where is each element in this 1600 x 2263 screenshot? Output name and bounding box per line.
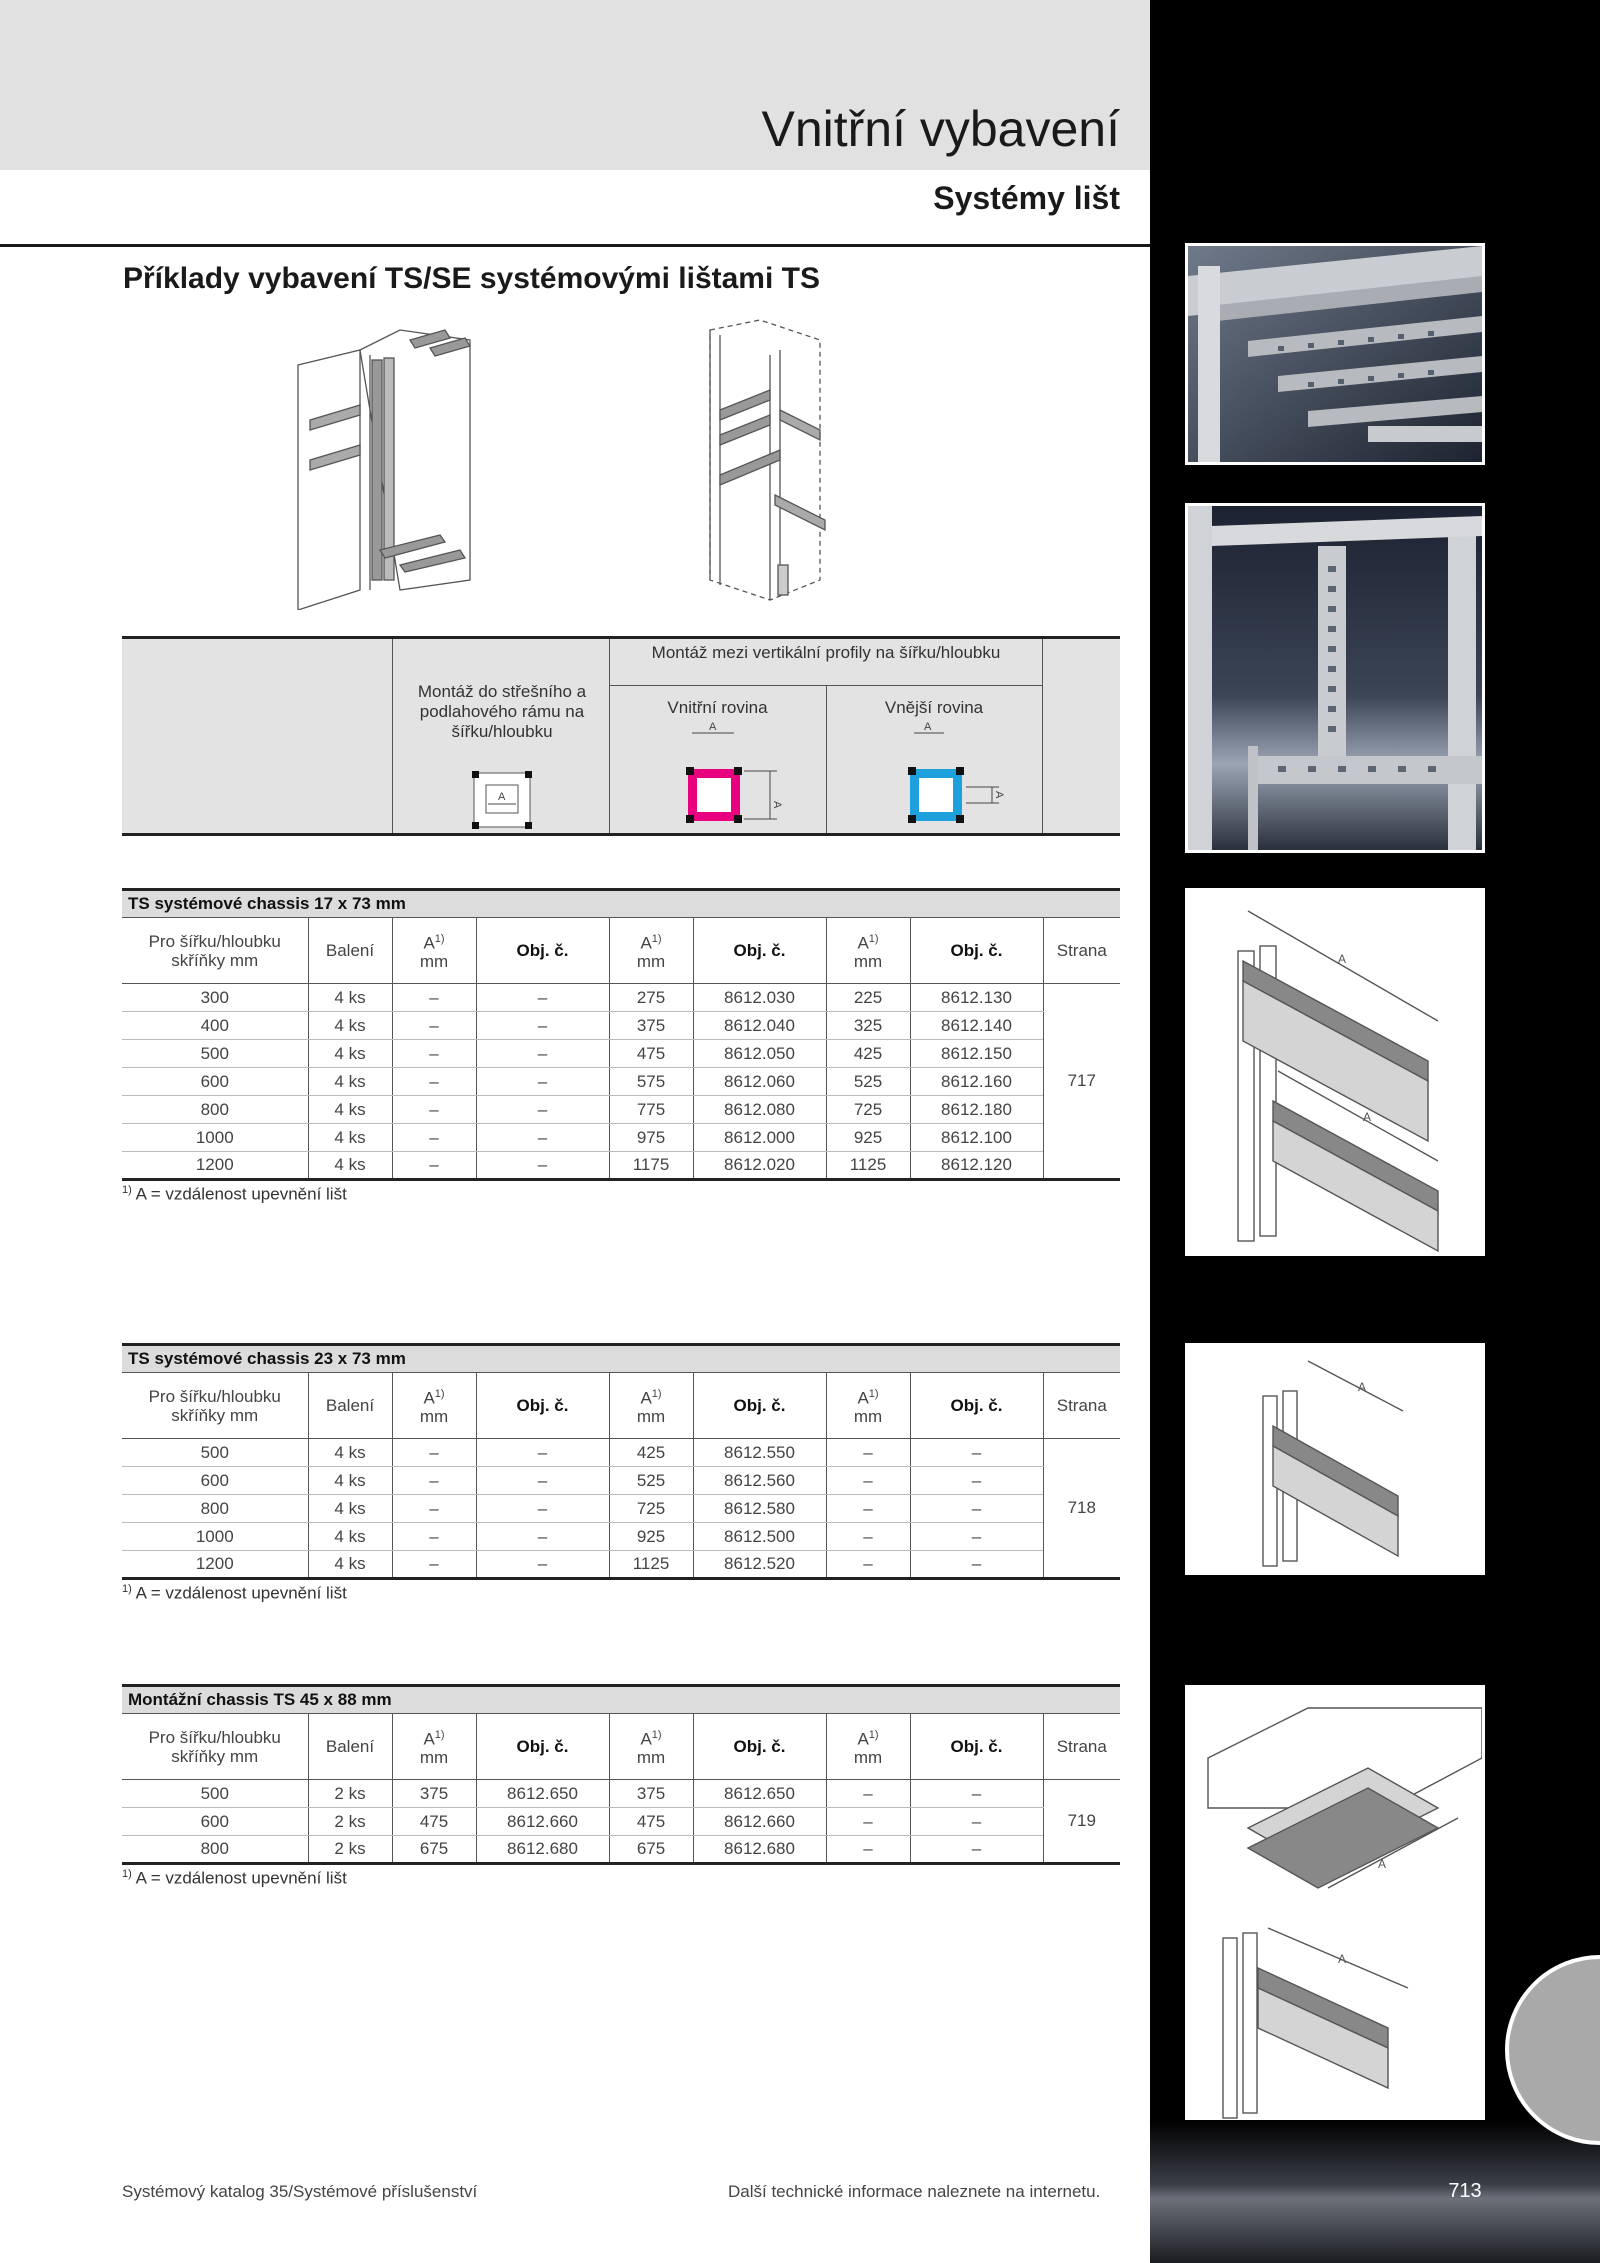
- svg-text:A: A: [1378, 1857, 1387, 1871]
- table-cell: –: [476, 1495, 609, 1523]
- table-cell: 675: [392, 1836, 476, 1864]
- table-cell: 8612.500: [693, 1523, 826, 1551]
- table-cell: 4 ks: [308, 1040, 392, 1068]
- header-a-mm: $A^{1)}$ mm: [609, 918, 693, 984]
- header-order-no: Obj. č.: [910, 918, 1043, 984]
- spec-table-45x88: [122, 1684, 1120, 1865]
- table-cell: 8612.030: [693, 984, 826, 1012]
- table-cell: 4 ks: [308, 1152, 392, 1180]
- table-cell: –: [826, 1551, 910, 1579]
- page-subtitle: Systémy lišt: [933, 180, 1120, 216]
- table-cell: –: [476, 1551, 609, 1579]
- table-cell: –: [392, 1096, 476, 1124]
- header-cabinet-width: Pro šířku/hloubku skříňky mm: [122, 918, 308, 984]
- table-cell: 8612.580: [693, 1495, 826, 1523]
- header-order-no: Obj. č.: [693, 1714, 826, 1780]
- table-cell: –: [910, 1495, 1043, 1523]
- table-row: [122, 1467, 1120, 1495]
- table-cell: 8612.550: [693, 1439, 826, 1467]
- table-cell: 8612.650: [693, 1780, 826, 1808]
- dim-label: A: [771, 801, 783, 809]
- table-header-row: [122, 1714, 1120, 1780]
- table-cell: 8612.060: [693, 1068, 826, 1096]
- dim-label: A: [924, 721, 932, 733]
- table-cell: 2 ks: [308, 1808, 392, 1836]
- table-row: [122, 1551, 1120, 1579]
- table-cell: 1000: [122, 1523, 308, 1551]
- table-cell: 800: [122, 1495, 308, 1523]
- table-cell: 500: [122, 1780, 308, 1808]
- table-cell: 8612.680: [693, 1836, 826, 1864]
- table-cell: 8612.160: [910, 1068, 1043, 1096]
- table-cell: 775: [609, 1096, 693, 1124]
- table-cell: 725: [826, 1096, 910, 1124]
- table-cell: –: [392, 1012, 476, 1040]
- table-cell: 925: [826, 1124, 910, 1152]
- table-cell: –: [826, 1523, 910, 1551]
- table-cell: 425: [609, 1439, 693, 1467]
- table-cell: –: [476, 1523, 609, 1551]
- photo-vertical-rails: [1185, 503, 1485, 853]
- header-order-no: Obj. č.: [476, 1373, 609, 1439]
- table-cell: 8612.080: [693, 1096, 826, 1124]
- table-cell: 475: [392, 1808, 476, 1836]
- header-page: Strana: [1043, 1714, 1120, 1780]
- table-cell: 8612.130: [910, 984, 1043, 1012]
- table-cell: –: [910, 1808, 1043, 1836]
- table-header-row: [122, 1373, 1120, 1439]
- table-cell: 8612.680: [476, 1836, 609, 1864]
- table-cell: 500: [122, 1439, 308, 1467]
- table-title: TS systémové chassis 17 x 73 mm: [122, 890, 1120, 918]
- drawing-chassis-17x73: [1185, 888, 1485, 1256]
- table-cell: –: [910, 1467, 1043, 1495]
- table-cell: –: [392, 1523, 476, 1551]
- table-cell: 8612.100: [910, 1124, 1043, 1152]
- header-page: Strana: [1043, 1373, 1120, 1439]
- header-a-mm: $A^{1)}$ mm: [609, 1714, 693, 1780]
- table-cell: –: [910, 1439, 1043, 1467]
- table-cell: –: [476, 1096, 609, 1124]
- table-cell: 800: [122, 1836, 308, 1864]
- sidebar: [1150, 0, 1600, 2263]
- table-cell: 525: [826, 1068, 910, 1096]
- table-cell: 225: [826, 984, 910, 1012]
- table-cell: 425: [826, 1040, 910, 1068]
- header-divider: [0, 244, 1150, 247]
- header-order-no: Obj. č.: [476, 1714, 609, 1780]
- header-a-mm: $A^{1)}$ mm: [392, 1714, 476, 1780]
- table-cell: 600: [122, 1068, 308, 1096]
- table-cell: 4 ks: [308, 1551, 392, 1579]
- divider: [392, 639, 393, 833]
- section-title: Příklady vybavení TS/SE systémovými lištami TS: [123, 262, 820, 295]
- table-row: [122, 1096, 1120, 1124]
- divider: [609, 685, 1042, 686]
- header-a-mm: $A^{1)}$ mm: [826, 1373, 910, 1439]
- footer-info: Další technické informace naleznete na internetu.: [728, 2182, 1101, 2201]
- table-cell: –: [392, 1467, 476, 1495]
- table-cell: –: [476, 1068, 609, 1096]
- table-cell: –: [392, 1152, 476, 1180]
- table-cell: 8612.660: [693, 1808, 826, 1836]
- mount-vertical-label: Montáž mezi vertikální profily na šířku/hloubku: [651, 643, 1001, 662]
- table-cell: 8612.050: [693, 1040, 826, 1068]
- table-cell: 2 ks: [308, 1836, 392, 1864]
- table-cell: 375: [609, 1012, 693, 1040]
- table-cell: 1200: [122, 1152, 308, 1180]
- table-cell: –: [910, 1523, 1043, 1551]
- header-a-mm: $A^{1)}$ mm: [392, 1373, 476, 1439]
- roof-mount-symbol: [470, 769, 534, 831]
- table-row: [122, 1523, 1120, 1551]
- table-row: [122, 984, 1120, 1012]
- table-cell: –: [476, 1152, 609, 1180]
- catalog-page-ref: 717: [1043, 984, 1120, 1180]
- table-cell: 4 ks: [308, 1096, 392, 1124]
- table-cell: –: [392, 1551, 476, 1579]
- table-row: [122, 1780, 1120, 1808]
- table-cell: 8612.150: [910, 1040, 1043, 1068]
- table-cell: 1175: [609, 1152, 693, 1180]
- svg-text:A: A: [1338, 952, 1347, 966]
- table-cell: 8612.040: [693, 1012, 826, 1040]
- header-a-mm: $A^{1)}$ mm: [609, 1373, 693, 1439]
- table-title: TS systémové chassis 23 x 73 mm: [122, 1345, 1120, 1373]
- table-cell: 4 ks: [308, 984, 392, 1012]
- table-cell: 600: [122, 1467, 308, 1495]
- table-cell: 8612.140: [910, 1012, 1043, 1040]
- table-row: [122, 1836, 1120, 1864]
- spec-table-17x73: [122, 888, 1120, 1181]
- divider: [609, 639, 610, 833]
- table-cell: –: [392, 1068, 476, 1096]
- table-cell: 8612.660: [476, 1808, 609, 1836]
- table-cell: 8612.020: [693, 1152, 826, 1180]
- photo-roof-rails: [1185, 243, 1485, 465]
- table-row: [122, 1495, 1120, 1523]
- table-cell: –: [476, 1467, 609, 1495]
- table-cell: 375: [392, 1780, 476, 1808]
- table-cell: 1125: [609, 1551, 693, 1579]
- table-cell: 4 ks: [308, 1012, 392, 1040]
- table-cell: –: [392, 1495, 476, 1523]
- table-row: [122, 1124, 1120, 1152]
- table-cell: 725: [609, 1495, 693, 1523]
- svg-text:A: A: [1338, 1952, 1347, 1966]
- table-cell: 2 ks: [308, 1780, 392, 1808]
- table-cell: –: [476, 1439, 609, 1467]
- svg-text:A: A: [1363, 1110, 1372, 1124]
- table-row: [122, 1040, 1120, 1068]
- footnote: $^{1)}$ A = vzdálenost upevnění lišt: [122, 1184, 347, 1204]
- header-a-mm: $A^{1)}$ mm: [826, 1714, 910, 1780]
- table-cell: 300: [122, 984, 308, 1012]
- table-cell: 4 ks: [308, 1523, 392, 1551]
- table-cell: –: [826, 1780, 910, 1808]
- header-a-mm: $A^{1)}$ mm: [826, 918, 910, 984]
- table-cell: 375: [609, 1780, 693, 1808]
- table-cell: –: [476, 1012, 609, 1040]
- header-order-no: Obj. č.: [693, 918, 826, 984]
- table-header-row: [122, 918, 1120, 984]
- table-cell: –: [826, 1808, 910, 1836]
- table-cell: 275: [609, 984, 693, 1012]
- table-cell: –: [392, 1439, 476, 1467]
- table-cell: 575: [609, 1068, 693, 1096]
- header-order-no: Obj. č.: [910, 1373, 1043, 1439]
- table-cell: 1200: [122, 1551, 308, 1579]
- table-cell: 600: [122, 1808, 308, 1836]
- cabinet-drawings: [280, 310, 880, 610]
- header-cabinet-width: Pro šířku/hloubku skříňky mm: [122, 1714, 308, 1780]
- footnote: $^{1)}$ A = vzdálenost upevnění lišt: [122, 1868, 347, 1888]
- table-cell: 8612.560: [693, 1467, 826, 1495]
- table-cell: 4 ks: [308, 1495, 392, 1523]
- outer-plane-symbol: [904, 721, 1014, 831]
- sidebar-glow: [1150, 2120, 1600, 2263]
- table-cell: –: [476, 1124, 609, 1152]
- table-cell: –: [392, 984, 476, 1012]
- table-cell: –: [392, 1124, 476, 1152]
- table-row: [122, 1012, 1120, 1040]
- table-cell: 475: [609, 1040, 693, 1068]
- table-cell: 4 ks: [308, 1439, 392, 1467]
- table-cell: 1125: [826, 1152, 910, 1180]
- table-cell: –: [826, 1439, 910, 1467]
- table-cell: –: [826, 1495, 910, 1523]
- mount-outer-label: Vnější rovina: [884, 698, 984, 717]
- table-cell: 4 ks: [308, 1124, 392, 1152]
- table-cell: 1000: [122, 1124, 308, 1152]
- table-cell: –: [476, 984, 609, 1012]
- table-cell: –: [910, 1551, 1043, 1579]
- table-cell: –: [910, 1836, 1043, 1864]
- table-cell: –: [392, 1040, 476, 1068]
- table-cell: 8612.000: [693, 1124, 826, 1152]
- table-cell: 8612.120: [910, 1152, 1043, 1180]
- table-row: [122, 1808, 1120, 1836]
- drawing-chassis-23x73: [1185, 1343, 1485, 1575]
- mount-roof-label: Montáž do střešního a podlahového rámu na šířku/hloubku: [417, 682, 587, 741]
- page-title: Vnitřní vybavení: [761, 101, 1120, 157]
- header-order-no: Obj. č.: [693, 1373, 826, 1439]
- table-cell: 800: [122, 1096, 308, 1124]
- header-packing: Balení: [308, 1714, 392, 1780]
- dim-label: A: [993, 791, 1005, 799]
- inner-plane-symbol: [682, 721, 792, 831]
- table-cell: 675: [609, 1836, 693, 1864]
- header-order-no: Obj. č.: [910, 1714, 1043, 1780]
- page-number: 713: [1448, 2180, 1482, 2202]
- header-cabinet-width: Pro šířku/hloubku skříňky mm: [122, 1373, 308, 1439]
- table-cell: 475: [609, 1808, 693, 1836]
- table-cell: 8612.650: [476, 1780, 609, 1808]
- dim-label: A: [709, 721, 717, 733]
- table-title: Montážní chassis TS 45 x 88 mm: [122, 1686, 1120, 1714]
- spec-table-23x73: [122, 1343, 1120, 1580]
- table-cell: 8612.520: [693, 1551, 826, 1579]
- catalog-page-ref: 719: [1043, 1780, 1120, 1864]
- header-order-no: Obj. č.: [476, 918, 609, 984]
- table-cell: 925: [609, 1523, 693, 1551]
- divider: [1042, 639, 1043, 833]
- table-cell: –: [476, 1040, 609, 1068]
- table-row: [122, 1439, 1120, 1467]
- table-row: [122, 1068, 1120, 1096]
- table-row: [122, 1152, 1120, 1180]
- table-cell: 500: [122, 1040, 308, 1068]
- footer-catalog: Systémový katalog 35/Systémové příslušenství: [122, 2182, 478, 2201]
- table-cell: 400: [122, 1012, 308, 1040]
- mount-inner-label: Vnitřní rovina: [667, 698, 768, 717]
- header-page: Strana: [1043, 918, 1120, 984]
- dim-label: A: [498, 791, 506, 803]
- drawing-mounting-chassis-45x88: [1185, 1685, 1485, 2131]
- table-cell: 4 ks: [308, 1467, 392, 1495]
- catalog-page-ref: 718: [1043, 1439, 1120, 1579]
- table-cell: 8612.180: [910, 1096, 1043, 1124]
- table-cell: 325: [826, 1012, 910, 1040]
- table-cell: –: [826, 1836, 910, 1864]
- mounting-options-table: [122, 636, 1120, 836]
- header-packing: Balení: [308, 918, 392, 984]
- table-cell: 4 ks: [308, 1068, 392, 1096]
- table-cell: –: [910, 1780, 1043, 1808]
- header-a-mm: $A^{1)}$ mm: [392, 918, 476, 984]
- table-cell: 975: [609, 1124, 693, 1152]
- footnote: $^{1)}$ A = vzdálenost upevnění lišt: [122, 1583, 347, 1603]
- table-cell: –: [826, 1467, 910, 1495]
- table-cell: 525: [609, 1467, 693, 1495]
- header-packing: Balení: [308, 1373, 392, 1439]
- svg-text:A: A: [1358, 1380, 1367, 1394]
